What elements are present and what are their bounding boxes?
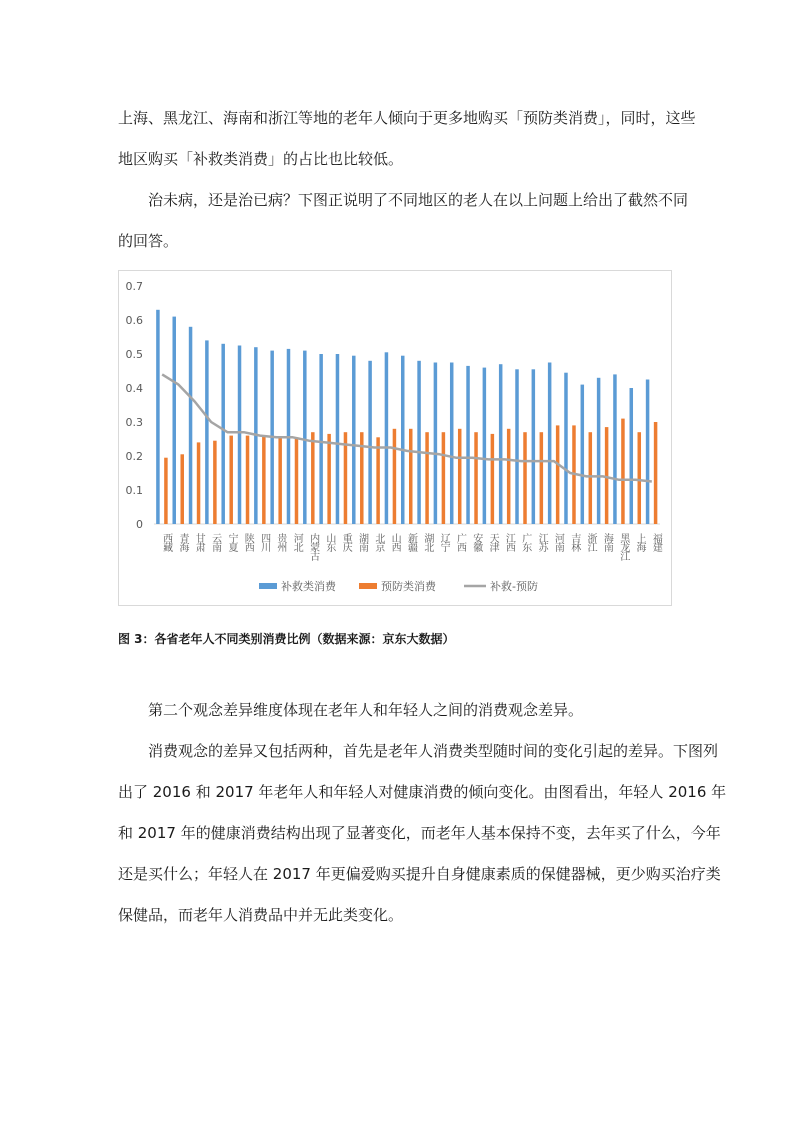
bar-preventive-26: [589, 432, 593, 524]
x-tick-label: 福建: [650, 533, 662, 551]
bar-remedial-26: [581, 385, 585, 524]
bar-preventive-16: [425, 432, 429, 524]
x-tick-label: 海南: [601, 533, 613, 551]
x-tick-label: 青海: [176, 533, 188, 551]
bar-preventive-28: [621, 419, 625, 524]
bar-preventive-8: [295, 437, 299, 524]
x-tick-label: 江西: [503, 533, 515, 551]
bar-remedial-17: [434, 363, 438, 525]
bar-preventive-11: [344, 432, 348, 524]
bar-remedial-28: [613, 374, 617, 524]
x-tick-label: 湖南: [356, 533, 368, 551]
legend-label-0: 补救类消费: [281, 580, 336, 593]
bar-remedial-18: [450, 363, 454, 525]
x-tick-label: 四川: [258, 533, 270, 551]
bar-preventive-3: [213, 441, 217, 524]
bar-remedial-3: [205, 340, 209, 524]
bar-remedial-11: [336, 354, 340, 524]
x-tick-label: 北京: [372, 533, 384, 551]
bar-remedial-0: [156, 310, 160, 524]
bar-preventive-10: [327, 434, 331, 524]
bar-remedial-23: [532, 369, 536, 524]
paragraph-2-line-2: 的回答。: [118, 232, 179, 250]
bar-preventive-17: [442, 432, 446, 524]
x-tick-label: 山东: [323, 533, 335, 551]
x-tick-label: 云南: [209, 533, 221, 551]
x-tick-label: 河北: [291, 533, 303, 551]
x-tick-label: 湖北: [421, 533, 433, 551]
chart-container: [118, 270, 672, 606]
bar-remedial-20: [483, 368, 487, 524]
x-tick-label: 西藏: [160, 533, 172, 551]
paragraph-4-line-2: 出了 2016 和 2017 年老年人和年轻人对健康消费的倾向变化。由图看出，年轻人 2016 年: [118, 783, 727, 801]
bar-preventive-22: [523, 432, 527, 524]
figure-caption: 图 3：各省老年人不同类别消费比例（数据来源：京东大数据）: [118, 632, 455, 646]
bar-remedial-15: [401, 356, 405, 524]
bar-preventive-15: [409, 429, 413, 524]
bar-remedial-22: [515, 369, 519, 524]
y-tick-label: 0.7: [125, 280, 143, 293]
x-tick-label: 山西: [389, 533, 401, 551]
y-tick-label: 0.2: [125, 450, 143, 463]
paragraph-4-line-5: 保健品，而老年人消费品中并无此类变化。: [118, 906, 404, 924]
paragraph-4-line-1: 消费观念的差异又包括两种，首先是老年人消费类型随时间的变化引起的差异。下图列: [148, 742, 719, 760]
x-tick-label: 安徽: [470, 533, 482, 551]
bar-remedial-19: [466, 366, 470, 524]
bar-preventive-18: [458, 429, 462, 524]
bar-preventive-2: [197, 442, 201, 524]
y-tick-label: 0.4: [125, 382, 143, 395]
paragraph-4-line-4: 还是买什么；年轻人在 2017 年更偏爱购买提升自身健康素质的保健器械，更少购买治疗类: [118, 865, 721, 883]
x-tick-label: 河南: [552, 533, 564, 551]
bar-preventive-27: [605, 427, 609, 524]
bar-remedial-13: [368, 361, 372, 524]
x-tick-label: 贵州: [274, 533, 286, 551]
bar-remedial-5: [238, 346, 242, 525]
bar-remedial-21: [499, 364, 503, 524]
paragraph-1-line-1: 上海、黑龙江、海南和浙江等地的老年人倾向于更多地购买「预防类消费」，同时，这些: [118, 109, 696, 127]
paragraph-1-line-2: 地区购买「补救类消费」的占比也比较低。: [118, 150, 404, 168]
x-tick-label: 天津: [487, 533, 499, 551]
x-tick-label: 广西: [454, 533, 466, 551]
bar-remedial-30: [646, 380, 650, 525]
bar-preventive-14: [393, 429, 397, 524]
bar-preventive-21: [507, 429, 511, 524]
y-tick-label: 0.3: [125, 416, 143, 429]
x-tick-label: 吉林: [568, 533, 580, 551]
bar-remedial-16: [417, 361, 421, 524]
legend-label-2: 补救-预防: [490, 580, 538, 593]
bar-preventive-30: [654, 422, 658, 524]
x-tick-label: 甘肃: [193, 533, 205, 551]
bar-preventive-23: [540, 432, 544, 524]
x-tick-label: 辽宁: [438, 533, 450, 551]
bar-remedial-9: [303, 351, 307, 524]
bar-remedial-1: [172, 317, 176, 524]
bar-remedial-2: [189, 327, 193, 524]
bar-remedial-10: [319, 354, 323, 524]
x-tick-label: 内蒙古: [307, 533, 319, 560]
paragraph-4-line-3: 和 2017 年的健康消费结构出现了显著变化，而老年人基本保持不变，去年买了什么，今年: [118, 824, 721, 842]
bar-preventive-29: [638, 432, 642, 524]
bar-preventive-0: [164, 458, 168, 524]
legend-swatch-0: [259, 583, 277, 589]
bar-remedial-14: [385, 352, 389, 524]
bar-remedial-4: [221, 344, 225, 524]
x-tick-label: 新疆: [405, 533, 417, 551]
legend-swatch-1: [359, 583, 377, 589]
bar-preventive-6: [262, 436, 266, 524]
paragraph-2-line-1: 治未病，还是治已病？下图正说明了不同地区的老人在以上问题上给出了截然不同: [148, 191, 689, 209]
y-tick-label: 0.1: [125, 484, 143, 497]
bar-preventive-4: [229, 436, 233, 524]
legend-label-1: 预防类消费: [381, 580, 436, 593]
bar-preventive-19: [474, 432, 478, 524]
line-remedial-minus-preventive: [162, 374, 652, 481]
x-tick-label: 宁夏: [225, 533, 237, 551]
x-tick-label: 江苏: [536, 533, 548, 551]
y-tick-label: 0.5: [125, 348, 143, 361]
bar-remedial-24: [548, 363, 552, 525]
x-tick-label: 上海: [634, 533, 646, 551]
bar-preventive-20: [491, 434, 495, 524]
bar-preventive-13: [376, 437, 380, 524]
bar-remedial-27: [597, 378, 601, 524]
bar-remedial-12: [352, 356, 356, 524]
x-tick-label: 重庆: [340, 533, 352, 551]
bar-preventive-1: [180, 454, 184, 524]
bar-remedial-25: [564, 373, 568, 524]
x-tick-label: 浙江: [585, 533, 597, 551]
bar-preventive-7: [278, 437, 282, 524]
bar-remedial-29: [630, 388, 634, 524]
bar-chart: [119, 271, 673, 607]
bar-preventive-9: [311, 432, 315, 524]
y-tick-label: 0: [136, 518, 143, 531]
paragraph-3-line-1: 第二个观念差异维度体现在老年人和年轻人之间的消费观念差异。: [148, 701, 584, 719]
x-tick-label: 广东: [519, 533, 531, 551]
bar-preventive-5: [246, 436, 250, 524]
y-tick-label: 0.6: [125, 314, 143, 327]
x-tick-label: 陕西: [242, 533, 254, 551]
x-tick-label: 黑龙江: [617, 533, 629, 560]
bar-preventive-24: [556, 425, 560, 524]
